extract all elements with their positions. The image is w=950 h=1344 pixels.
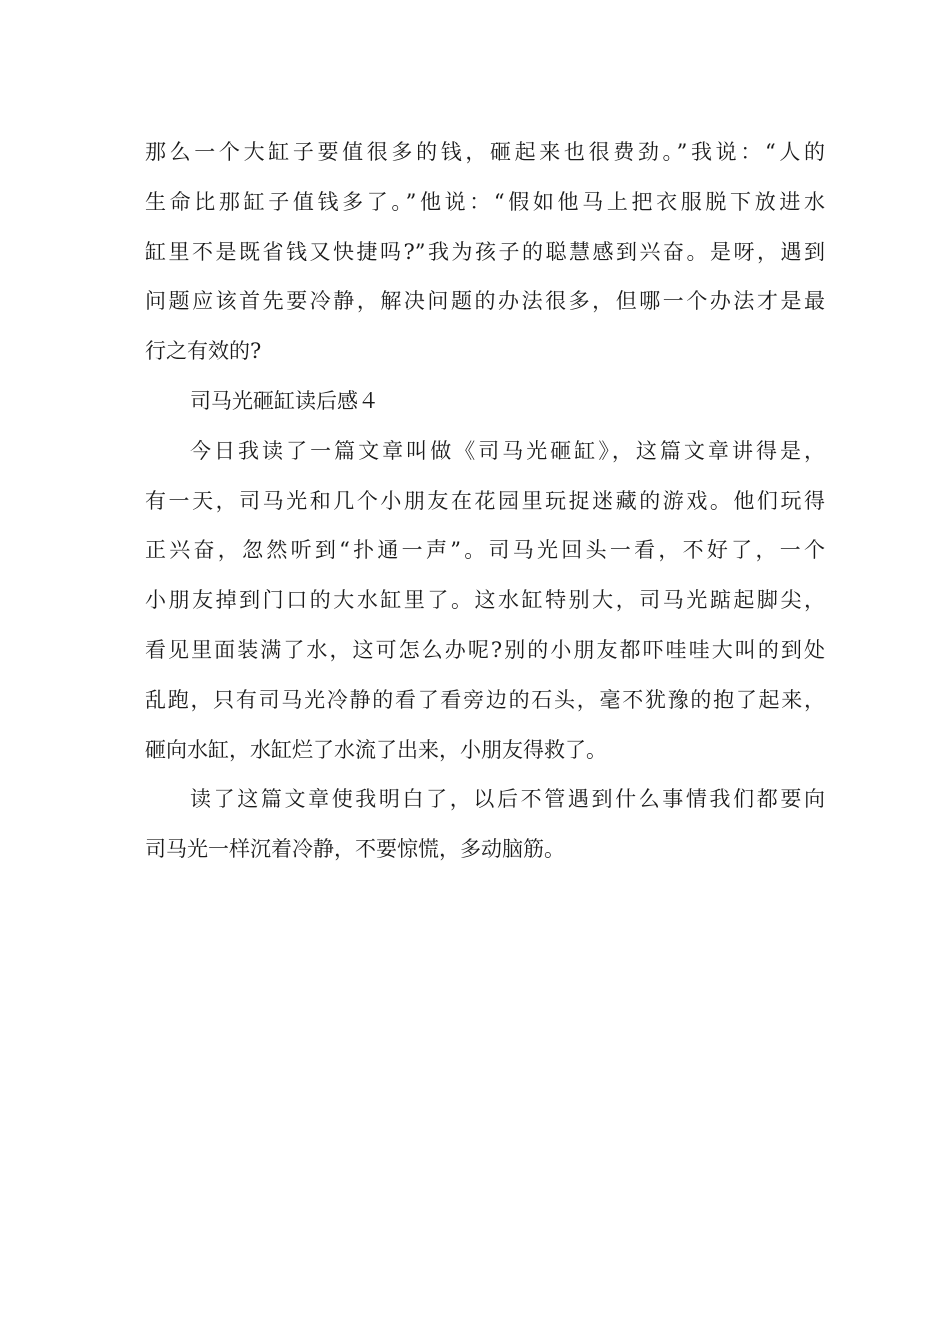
text-line: 缸里不是既省钱又快捷吗?”我为孩子的聪慧感到兴奋。是呀，遇到 <box>145 239 825 264</box>
text-line: 乱跑，只有司马光冷静的看了看旁边的石头，毫不犹豫的抱了起来， <box>145 687 825 712</box>
document-body <box>145 128 825 875</box>
text-line: 看见里面装满了水，这可怎么办呢?别的小朋友都吓哇哇大叫的到处 <box>145 637 825 662</box>
text-line: 砸向水缸，水缸烂了水流了出来，小朋友得救了。 <box>145 737 607 762</box>
text-line: 生命比那缸子值钱多了。”他说：“假如他马上把衣服脱下放进水 <box>145 189 825 214</box>
text-line: 今日我读了一篇文章叫做《司马光砸缸》，这篇文章讲得是， <box>190 438 825 463</box>
section-heading: 司马光砸缸读后感４ <box>190 388 379 413</box>
text-line: 有一天，司马光和几个小朋友在花园里玩捉迷藏的游戏。他们玩得 <box>145 488 825 513</box>
text-line: 读了这篇文章使我明白了，以后不管遇到什么事情我们都要向 <box>190 787 825 812</box>
text-line: 问题应该首先要冷静，解决问题的办法很多，但哪一个办法才是最 <box>145 289 825 314</box>
text-line: 司马光一样沉着冷静，不要惊慌，多动脑筋。 <box>145 837 565 862</box>
text-line: 行之有效的? <box>145 339 262 364</box>
text-line: 那么一个大缸子要值很多的钱，砸起来也很费劲。”我说：“人的 <box>145 140 825 164</box>
text-line: 小朋友掉到门口的大水缸里了。这水缸特别大，司马光踮起脚尖， <box>145 588 825 613</box>
text-line: 正兴奋，忽然听到“扑通一声”。司马光回头一看，不好了，一个 <box>145 538 825 563</box>
